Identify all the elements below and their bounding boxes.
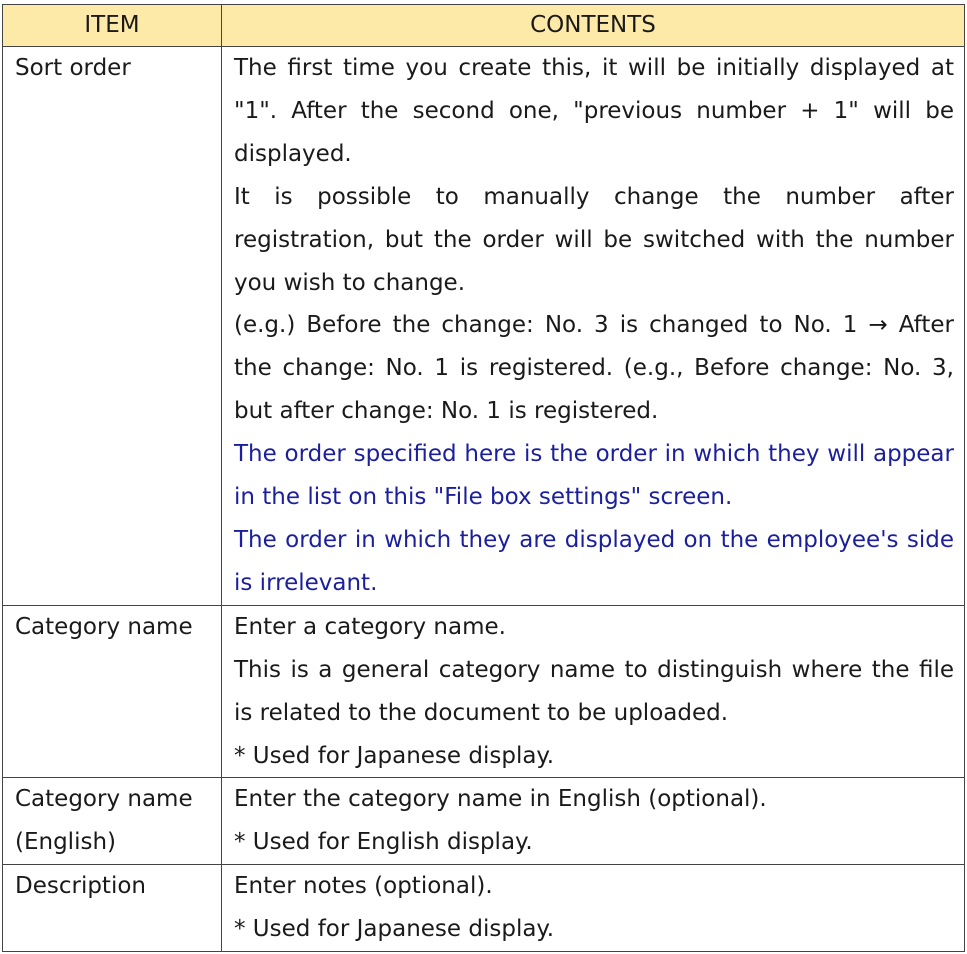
contents-cell — [222, 778, 965, 865]
note-paragraph: The order specified here is the order in which they will appear in the list on this "File box settings" screen. — [234, 441, 954, 511]
note-paragraph: The order in which they are displayed on the employee's side is irrelevant. — [234, 526, 954, 596]
contents-cell — [222, 47, 965, 606]
content-paragraph: This is a general category name to distinguish where the file is related to the document to be uploaded. — [234, 656, 954, 726]
table-header — [3, 5, 965, 47]
table-row-description — [3, 865, 965, 952]
item-cell: Category name — [3, 605, 222, 778]
content-paragraph: Enter a category name. — [234, 613, 506, 640]
content-paragraph: Enter the category name in English (optional). — [234, 786, 767, 813]
contents-cell — [222, 605, 965, 778]
content-paragraph: * Used for English display. — [234, 829, 533, 856]
header-row — [3, 5, 965, 47]
table-row-category-name — [3, 605, 965, 778]
item-cell: Description — [3, 865, 222, 952]
spec-table — [2, 4, 965, 952]
content-paragraph: * Used for Japanese display. — [234, 916, 555, 943]
header-item: ITEM — [3, 5, 222, 47]
content-paragraph: The first time you create this, it will be initially displayed at "1". After the second one, "previous number + 1" will be displayed. — [234, 55, 954, 167]
content-paragraph: (e.g.) Before the change: No. 3 is changed to No. 1 → After the change: No. 1 is registered. (e.g., Before change: No. 3, but after change: No. 1 is registered. — [234, 312, 954, 425]
item-cell: Category name (English) — [3, 778, 222, 865]
contents-cell — [222, 865, 965, 952]
content-paragraph: * Used for Japanese display. — [234, 742, 555, 769]
content-paragraph: It is possible to manually change the number after registration, but the order will be switched with the number you wish to change. — [234, 183, 954, 296]
content-paragraph: Enter notes (optional). — [234, 873, 493, 900]
table-row-sort-order — [3, 47, 965, 606]
header-contents: CONTENTS — [222, 5, 965, 47]
item-cell: Sort order — [3, 47, 222, 606]
table-row-category-name-english — [3, 778, 965, 865]
